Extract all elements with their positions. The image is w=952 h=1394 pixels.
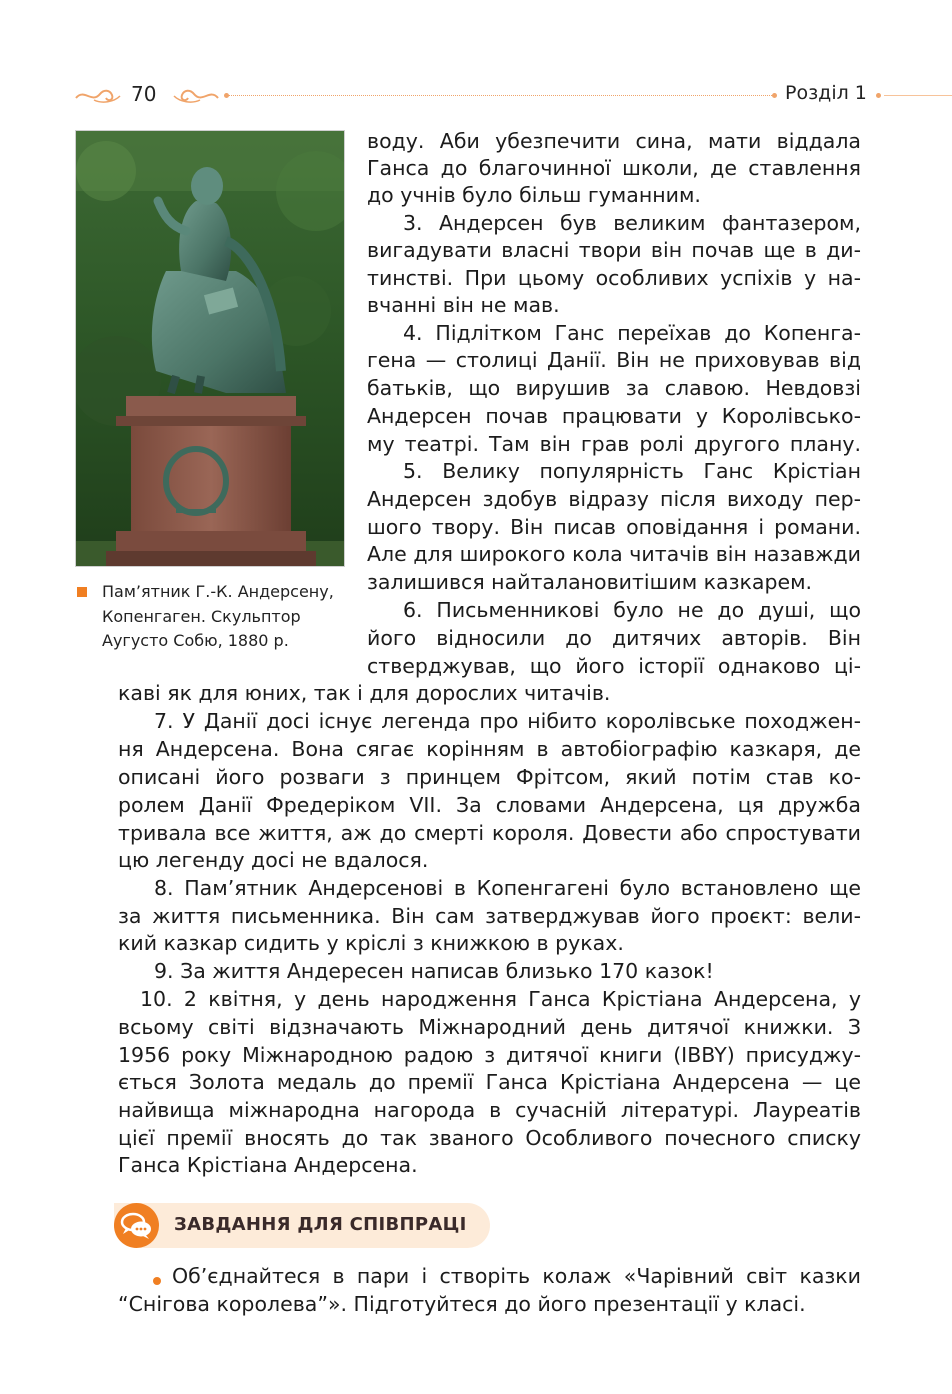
- caption-marker-icon: [77, 587, 87, 597]
- text-line: Андерсен здобув відразу після виходу пер-: [367, 487, 861, 511]
- text-line: 10. 2 квітня, у день народження Ганса Крістіана Андерсена, у: [140, 987, 861, 1011]
- rule-dot: [772, 93, 777, 98]
- page-number: 70: [131, 82, 157, 106]
- text-line: до учнів було більш гуманним.: [367, 183, 701, 207]
- task-header: [114, 1203, 490, 1248]
- text-line: Андерсен почав працювати у Королівсько-: [367, 404, 861, 428]
- text-line: його відносили до дитячих авторів. Він: [367, 626, 861, 650]
- text-line: за життя письменника. Він сам затверджував його проєкт: вели-: [118, 904, 861, 928]
- text-line: му театрі. Там він грав ролі другого плану.: [367, 432, 861, 456]
- text-line: Ганса Крістіана Андерсена.: [118, 1153, 418, 1177]
- text-line: 8. Пам’ятник Андерсенові в Копенгагені було встановлено ще: [154, 876, 861, 900]
- text-line: каві як для юних, так і для дорослих читачів.: [118, 681, 611, 705]
- task-line: “Снігова королева”». Підготуйтеся до його презентації у класі.: [118, 1292, 806, 1316]
- text-line: Але для широкого кола читачів він назавжди: [367, 542, 861, 566]
- text-line: 9. За життя Андересен написав близько 170 казок!: [154, 959, 714, 983]
- text-line: описані його розваги з принцем Фрітсом, який потім став ко-: [118, 765, 861, 789]
- page-header: [0, 78, 952, 112]
- text-line: 4. Підлітком Ганс переїхав до Копенга-: [403, 321, 861, 345]
- text-line: цю легенду досі не вдалося.: [118, 848, 429, 872]
- text-line: залишився найталановитішим казкарем.: [367, 570, 813, 594]
- task-title: ЗАВДАННЯ ДЛЯ СПІВПРАЦІ: [174, 1214, 467, 1235]
- text-line: гена — столиці Данії. Він не приховував від: [367, 348, 861, 372]
- text-line: батьків, що вирушив за славою. Невдовзі: [367, 376, 861, 400]
- right-ornament-icon: [172, 84, 220, 106]
- text-line: всьому світі відзначають Міжнародний день дитячої книжки. З: [118, 1015, 861, 1039]
- text-line: 7. У Данії досі існує легенда про нібито королівське походжен-: [154, 709, 861, 733]
- text-line: 5. Велику популярність Ганс Крістіан: [403, 459, 861, 483]
- text-line: 1956 року Міжнародною радою з дитячої книги (IBBY) присуджу-: [118, 1043, 861, 1067]
- text-line: найвища міжнародна нагорода в сучасній літературі. Лауреатів: [118, 1098, 861, 1122]
- section-title: Розділ 1: [785, 82, 867, 104]
- text-line: тинстві. При цьому особливих успіхів у на-: [367, 266, 861, 290]
- monument-photo: [75, 130, 345, 567]
- task-line: Об’єднайтеся в пари і створіть колаж «Чарівний світ казки: [172, 1264, 861, 1288]
- bullet-icon: [153, 1277, 161, 1285]
- text-line: кий казкар сидить у кріслі з книжкою в руках.: [118, 931, 624, 955]
- text-line: Ганса до благочинної школи, де ставлення: [367, 156, 861, 180]
- header-rule-right: [884, 95, 952, 96]
- text-line: ня Андерсена. Вона сягає корінням в автобіографію казкаря, де: [118, 737, 861, 761]
- text-line: стверджував, що його історії однаково ці-: [367, 654, 861, 678]
- text-line: 3. Андерсен був великим фантазером,: [403, 211, 861, 235]
- text-line: тривала все життя, аж до смерті короля. Довести або спростувати: [118, 821, 861, 845]
- text-line: ється Золота медаль до премії Ганса Крістіана Андерсена — це: [118, 1070, 861, 1094]
- text-line: шого твору. Він писав оповідання і романи.: [367, 515, 861, 539]
- text-line: 6. Письменникові було не до душі, що: [403, 598, 861, 622]
- chat-bubbles-icon: [114, 1203, 159, 1248]
- text-line: цієї премії вносять до так званого Особливого почесного списку: [118, 1126, 861, 1150]
- text-line: вигадувати власні твори він почав ще в ди-: [367, 238, 861, 262]
- caption-text: Пам’ятник Г.-К. Андерсену, Копенгаген. Скульптор Аугусто Собю, 1880 р.: [102, 582, 334, 650]
- text-line: воду. Аби убезпечити сина, мати віддала: [367, 129, 861, 153]
- header-rule: [228, 95, 774, 96]
- left-ornament-icon: [74, 84, 122, 106]
- rule-dot: [876, 93, 881, 98]
- text-line: вчанні він не мав.: [367, 293, 560, 317]
- text-line: ролем Данії Фредеріком VII. За словами Андерсена, ця дружба: [118, 793, 861, 817]
